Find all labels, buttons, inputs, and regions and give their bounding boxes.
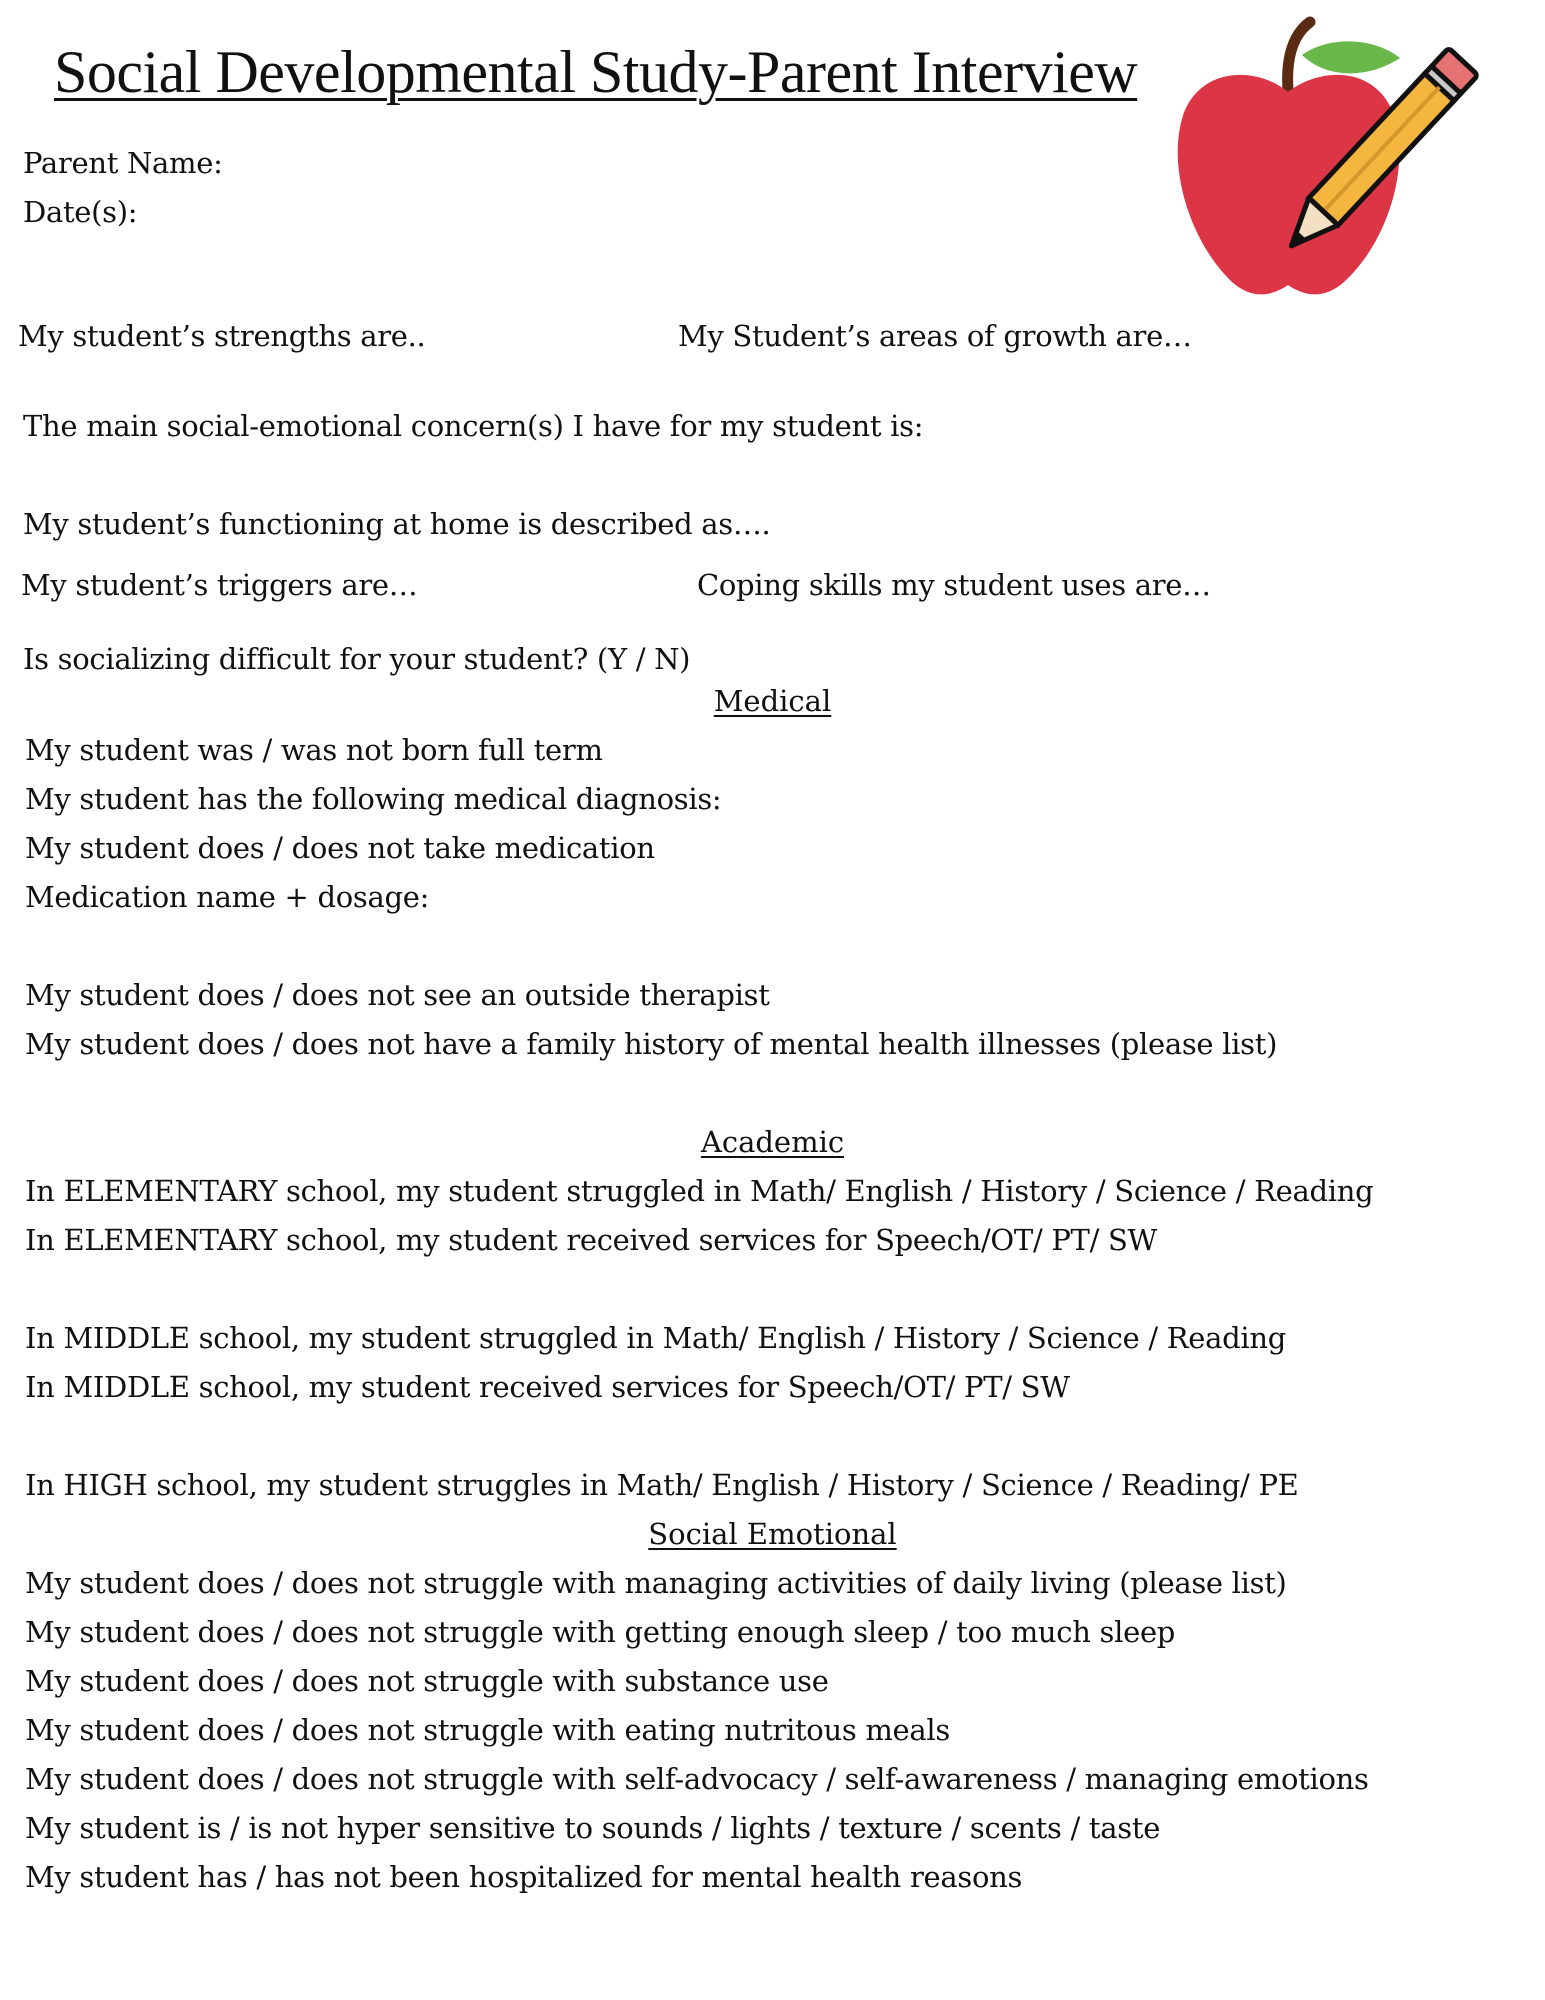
social-emotional-line: My student does / does not struggle with substance use — [25, 1664, 829, 1698]
apple-pencil-icon — [1160, 10, 1520, 300]
social-emotional-line: My student does / does not struggle with self-advocacy / self-awareness / managing emotions — [25, 1762, 1369, 1796]
growth-prompt: My Student’s areas of growth are… — [678, 319, 1192, 353]
socializing-prompt: Is socializing difficult for your student? (Y / N) — [23, 642, 691, 676]
social-emotional-line: My student does / does not struggle with managing activities of daily living (please list) — [25, 1566, 1287, 1600]
home-prompt: My student’s functioning at home is described as…. — [23, 507, 771, 541]
academic-line: In MIDDLE school, my student received services for Speech/OT/ PT/ SW — [25, 1370, 1070, 1404]
triggers-prompt: My student’s triggers are… — [21, 568, 418, 602]
strengths-prompt: My student’s strengths are.. — [18, 319, 426, 353]
dates-label: Date(s): — [23, 195, 138, 229]
medical-heading: Medical — [713, 684, 832, 718]
academic-heading: Academic — [700, 1125, 845, 1159]
academic-line: In HIGH school, my student struggles in Math/ English / History / Science / Reading/ PE — [25, 1468, 1299, 1502]
medical-line: My student does / does not have a family history of mental health illnesses (please list) — [25, 1027, 1278, 1061]
social-emotional-line: My student is / is not hyper sensitive to sounds / lights / texture / scents / taste — [25, 1811, 1161, 1845]
social-emotional-line: My student does / does not struggle with getting enough sleep / too much sleep — [25, 1615, 1176, 1649]
social-emotional-heading: Social Emotional — [648, 1517, 897, 1551]
academic-line: In MIDDLE school, my student struggled in Math/ English / History / Science / Reading — [25, 1321, 1287, 1355]
medical-line: My student has the following medical diagnosis: — [25, 782, 722, 816]
parent-name-label: Parent Name: — [23, 146, 223, 180]
academic-line: In ELEMENTARY school, my student received services for Speech/OT/ PT/ SW — [25, 1223, 1158, 1257]
concern-prompt: The main social-emotional concern(s) I have for my student is: — [23, 409, 924, 443]
page-title: Social Developmental Study-Parent Interview — [54, 39, 1138, 105]
social-emotional-line: My student does / does not struggle with eating nutritous meals — [25, 1713, 950, 1747]
medical-line: My student was / was not born full term — [25, 733, 603, 767]
coping-prompt: Coping skills my student uses are… — [697, 568, 1211, 602]
medical-line: My student does / does not take medication — [25, 831, 655, 865]
academic-line: In ELEMENTARY school, my student struggled in Math/ English / History / Science / Reading — [25, 1174, 1374, 1208]
medical-line: My student does / does not see an outside therapist — [25, 978, 770, 1012]
social-emotional-line: My student has / has not been hospitalized for mental health reasons — [25, 1860, 1023, 1894]
medical-line: Medication name + dosage: — [25, 880, 430, 914]
